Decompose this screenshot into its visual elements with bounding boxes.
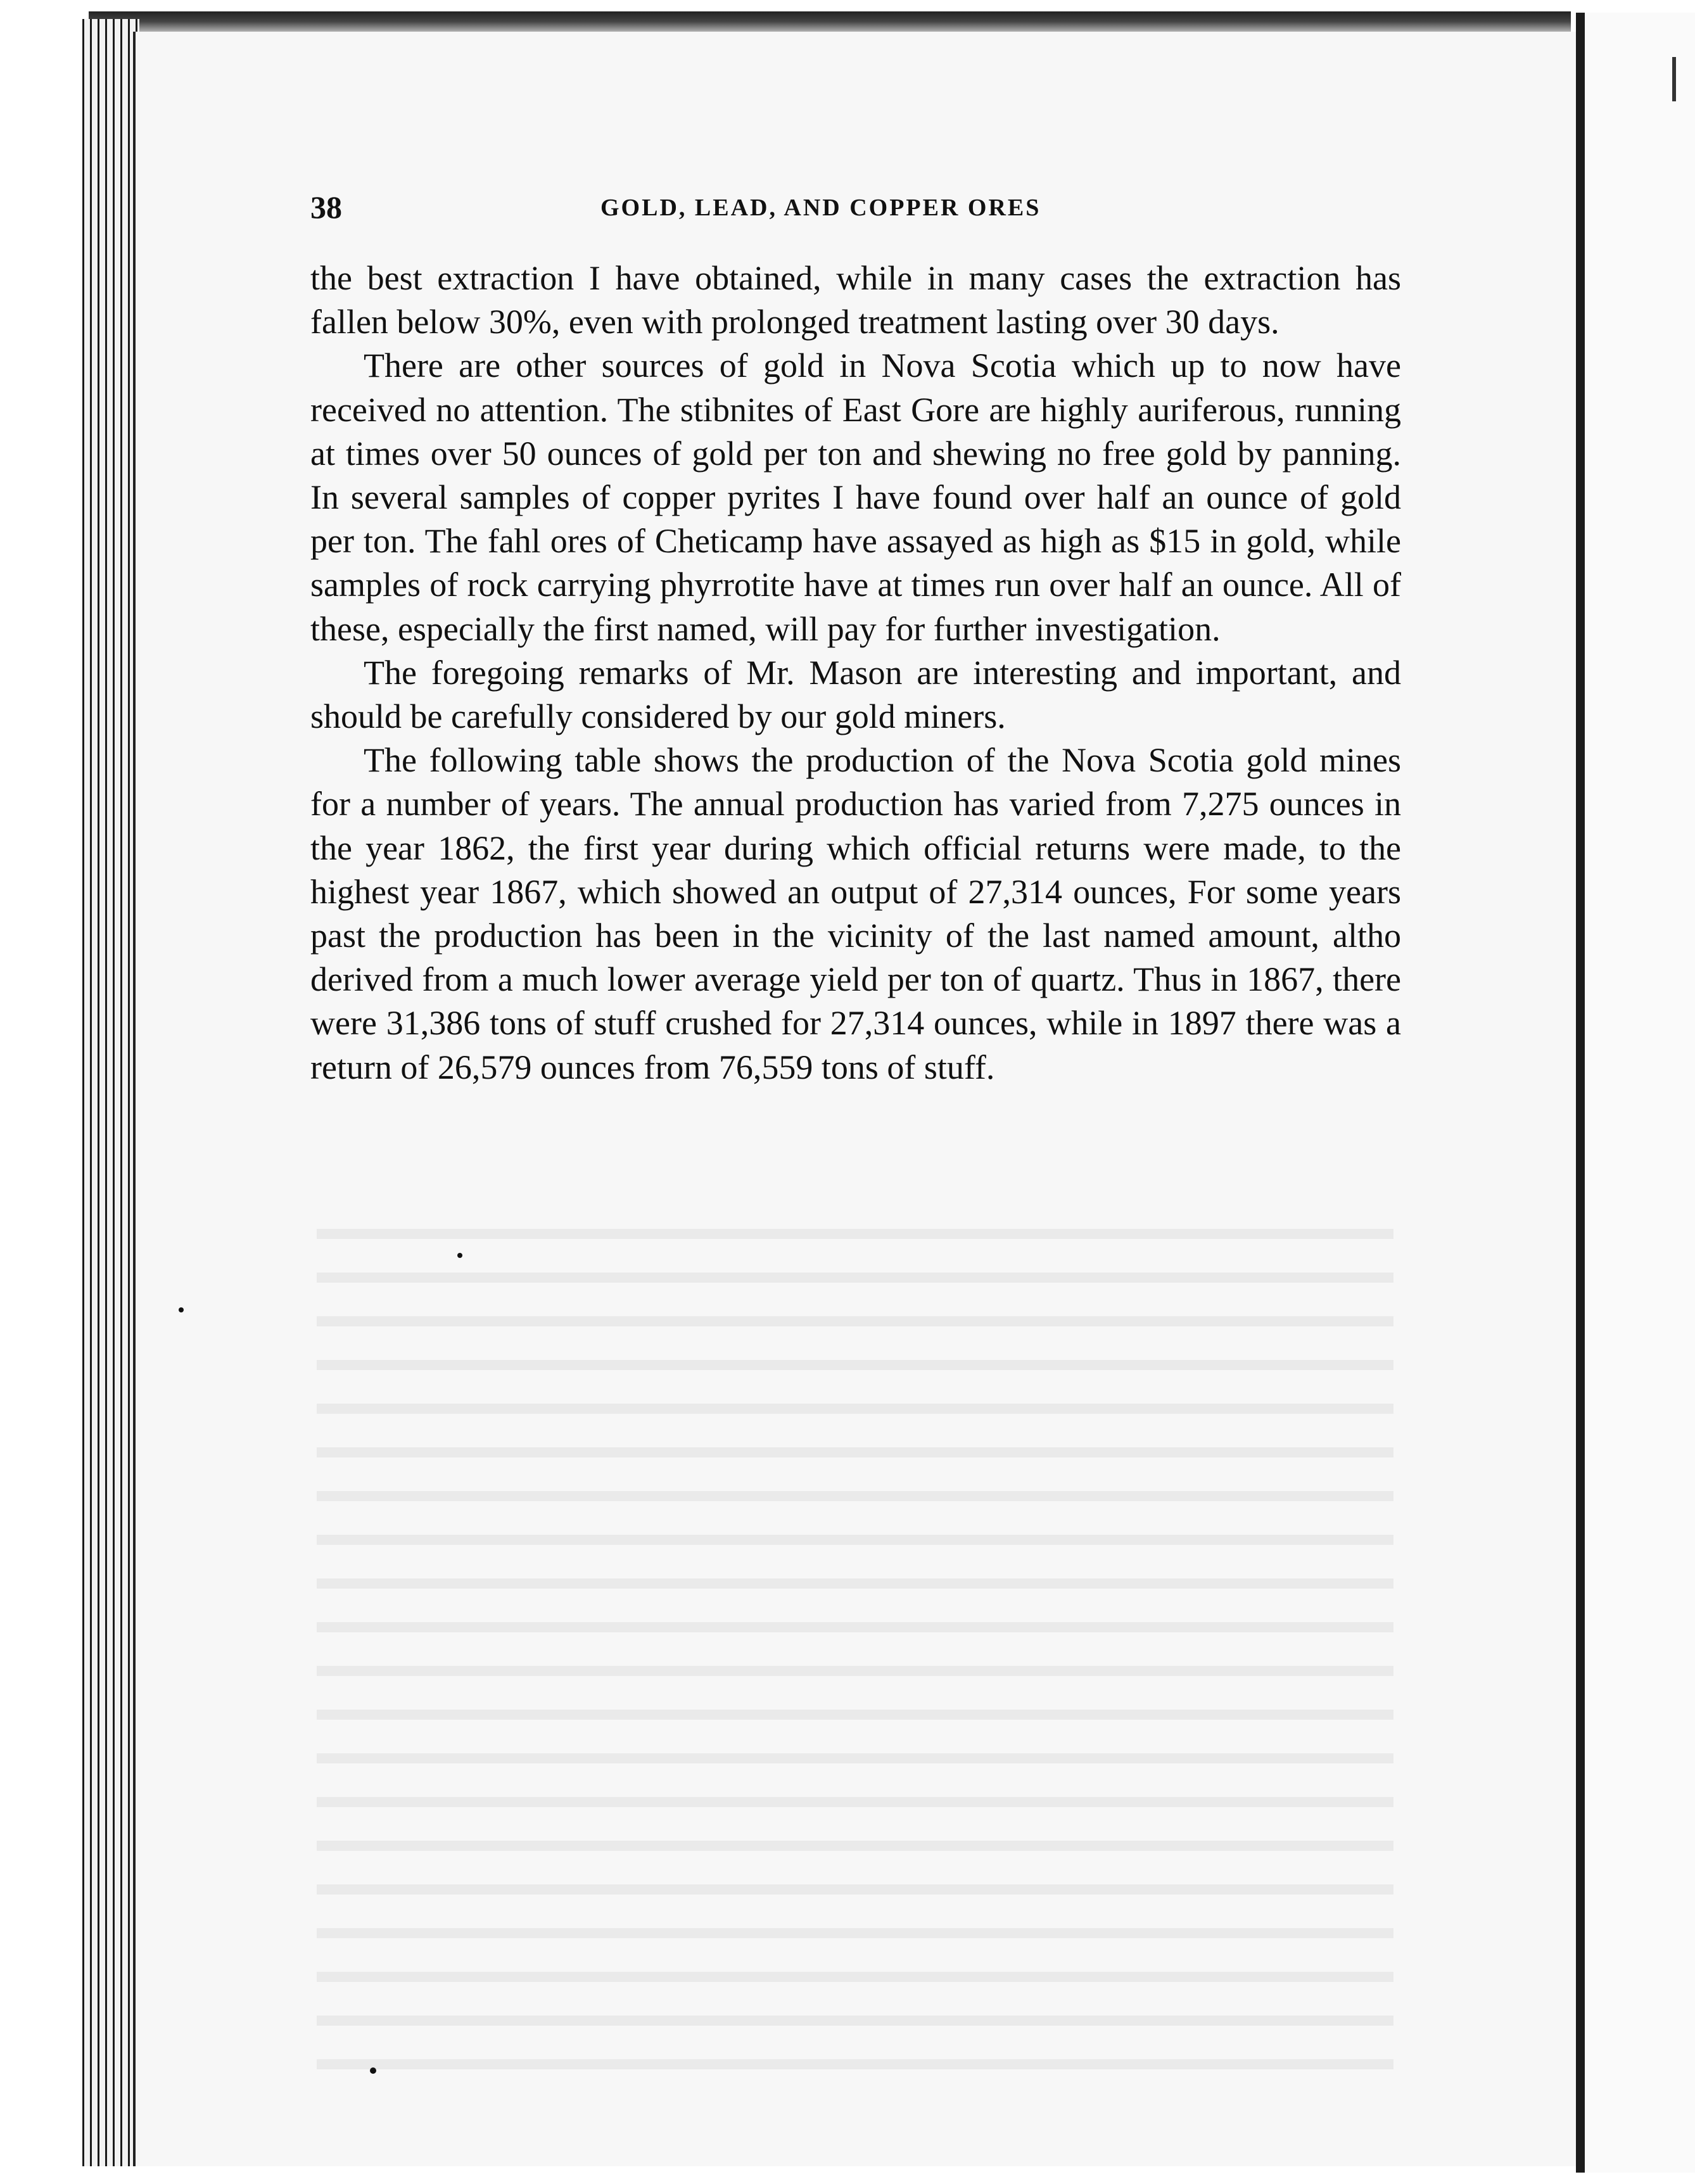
- paragraph-continuation: the best extraction I have obtained, while in many cases the extraction has fallen below 30%, even with prolonged treatment lasting over 30 days.: [310, 259, 1401, 341]
- book-gutter: [1576, 13, 1585, 2173]
- page-header: [310, 189, 1406, 233]
- page-body-text: [310, 257, 1401, 1089]
- paragraph-production: The following table shows the production of the Nova Scotia gold mines for a number of years. The annual production has varied from 7,275 ounces in the year 1862, the first year during which official returns were made, to the highest year 1867, which showed an output of 27,314 ounces, For some years past the production has been in the vicinity of the last named amount, altho derived from a much lower average yield per ton of quartz. Thus in 1867, there were 31,386 tons of stuff crushed for 27,314 ounces, while in 1897 there was a return of 26,579 ounces from 76,559 tons of stuff.: [310, 741, 1401, 1086]
- paragraph-other-sources: There are other sources of gold in Nova Scotia which up to now have received no attention. The stibnites of East Gore are highly auriferous, running at times over 50 ounces of gold per ton and shewing no free gold by panning. In several samples of copper pyrites I have found over half an ounce of gold per ton. The fahl ores of Cheticamp have assayed as high as $15 in gold, while samples of rock carrying phyrrotite have at times run over half an ounce. All of these, especially the first named, will pay for further investigation.: [310, 346, 1401, 648]
- facing-page-mark: [1672, 57, 1676, 101]
- running-head: GOLD, LEAD, AND COPPER ORES: [600, 194, 1041, 221]
- stacked-page-edges: [82, 19, 139, 2166]
- page-number: 38: [310, 189, 342, 225]
- scan-speck: [370, 2067, 376, 2074]
- facing-page-edge: [1585, 13, 1695, 2173]
- bleed-through-text: [317, 1203, 1393, 2090]
- paragraph-mason-remarks: The foregoing remarks of Mr. Mason are interesting and important, and should be carefully considered by our gold miners.: [310, 653, 1401, 736]
- scan-speck: [457, 1253, 462, 1258]
- scan-speck: [179, 1307, 184, 1312]
